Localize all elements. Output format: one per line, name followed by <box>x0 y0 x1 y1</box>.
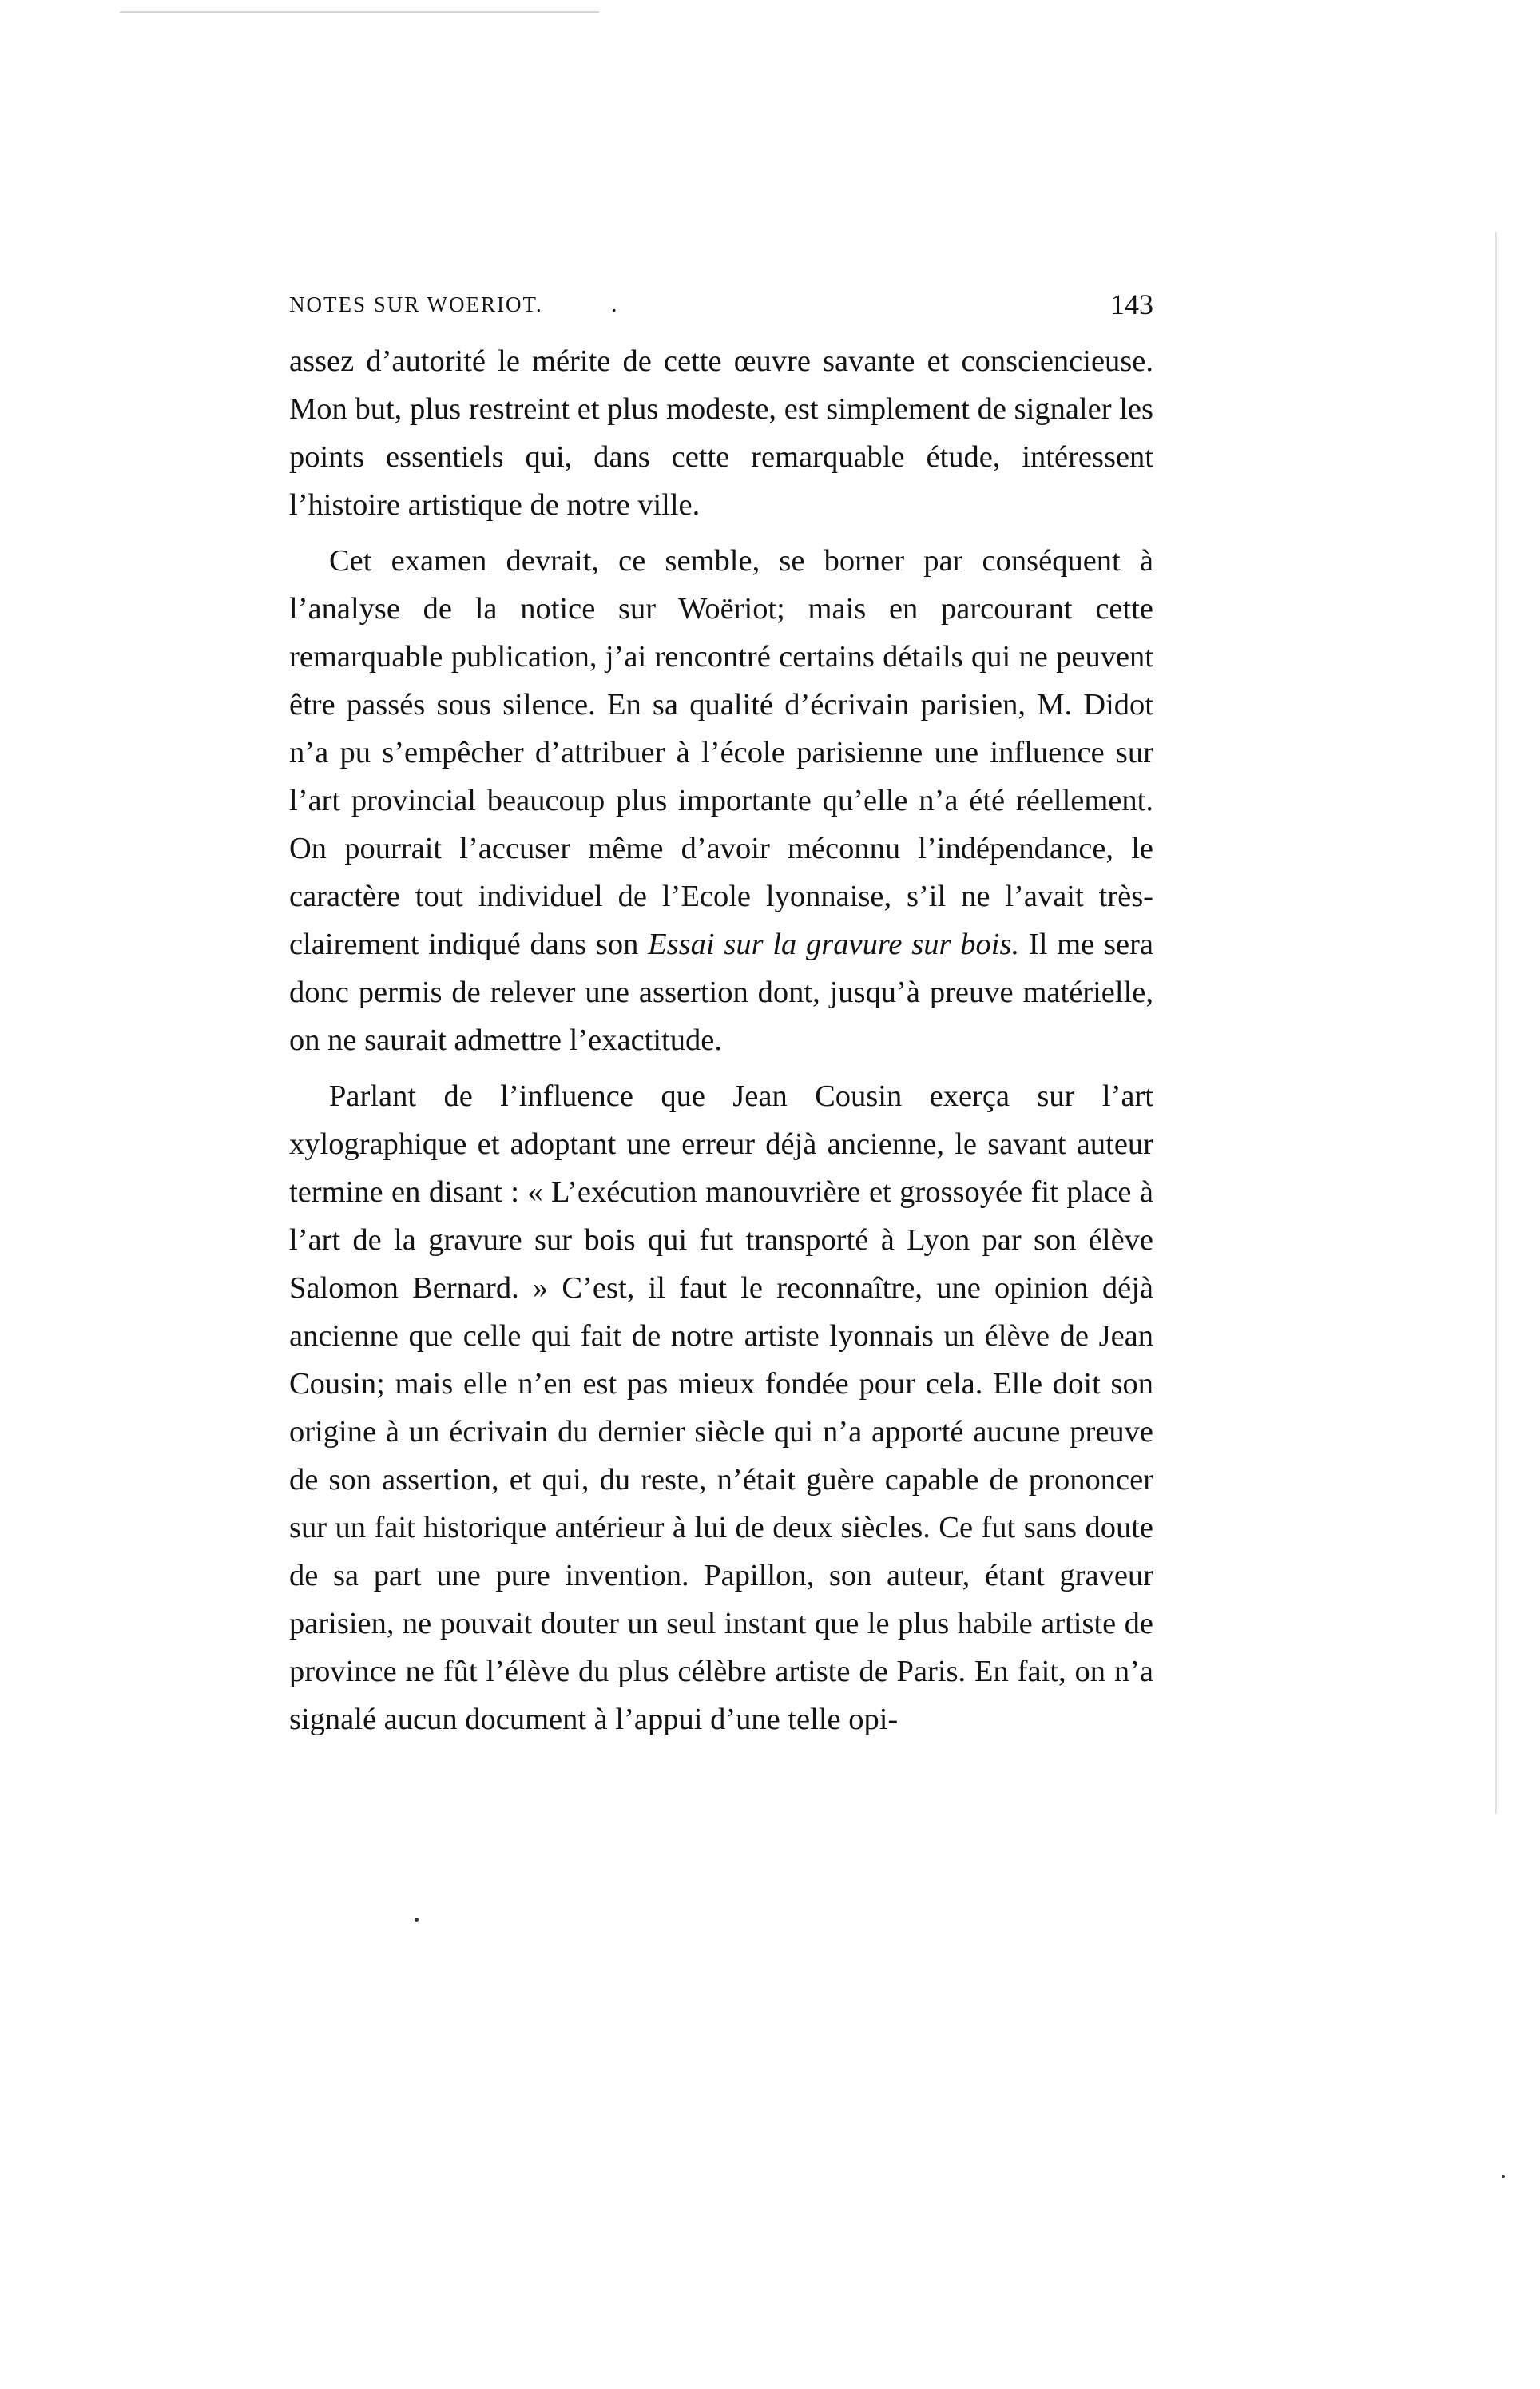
page-number: 143 <box>1110 288 1153 320</box>
speck-mark <box>1502 2175 1505 2178</box>
scan-line-top <box>120 11 599 13</box>
paragraph-2 <box>289 537 1153 1064</box>
body-text <box>289 337 1153 1743</box>
speck-mark <box>415 1918 419 1922</box>
scan-line-right <box>1495 232 1497 1814</box>
running-dot: . <box>611 291 617 317</box>
running-title: NOTES SUR WOERIOT. <box>289 292 543 316</box>
paragraph-2-text-a: Cet examen devrait, ce semble, se borner par conséquent à l’analyse de la notice sur Woëriot; mais en parcourant cette remarquable publication, j’ai rencontré certains détails qui ne peuvent être passés sous silence. En sa qualité d’écrivain parisien, M. Didot n’a pu s’empêcher d’attribuer à l’école parisienne une influence sur l’art provincial beaucoup plus importante qu’elle n’a été réellement. On pourrait l’accuser même d’avoir méconnu l’indépendance, le caractère tout individuel de l’Ecole lyonnaise, s’il ne l’avait très-clairement indiqué dans son <box>289 544 1153 961</box>
paragraph-2-text-b: Il me sera donc permis de relever une assertion dont, jusqu’à preuve matérielle, on ne saurait admettre l’exactitude. <box>289 928 1153 1057</box>
book-title-italic: Essai sur la gravure sur bois. <box>648 928 1020 961</box>
paragraph-3: Parlant de l’influence que Jean Cousin exerça sur l’art xylographique et adoptant une erreur déjà ancienne, le savant auteur termine en disant : « L’exécution manouvrière et grossoyée fit place à l’art de la gravure sur bois qui fut transporté à Lyon par son élève Salomon Bernard. » C’est, il faut le reconnaître, une opinion déjà ancienne que celle qui fait de notre artiste lyonnais un élève de Jean Cousin; mais elle n’en est pas mieux fondée pour cela. Elle doit son origine à un écrivain du dernier siècle qui n’a apporté aucune preuve de son assertion, et qui, du reste, n’était guère capable de prononcer sur un fait historique antérieur à lui de deux siècles. Ce fut sans doute de sa part une pure invention. Papillon, son auteur, étant graveur parisien, ne pouvait douter un seul instant que le plus habile artiste de province ne fût l’élève du plus célèbre artiste de Paris. En fait, on n’a signalé aucun document à l’appui d’une telle opi- <box>289 1079 1153 1736</box>
paragraph-1: assez d’autorité le mérite de cette œuvre savante et consciencieuse. Mon but, plus restreint et plus modeste, est simplement de signaler les points essentiels qui, dans cette remarquable étude, intéressent l’histoire artistique de notre ville. <box>289 344 1153 522</box>
running-head <box>0 284 1153 324</box>
